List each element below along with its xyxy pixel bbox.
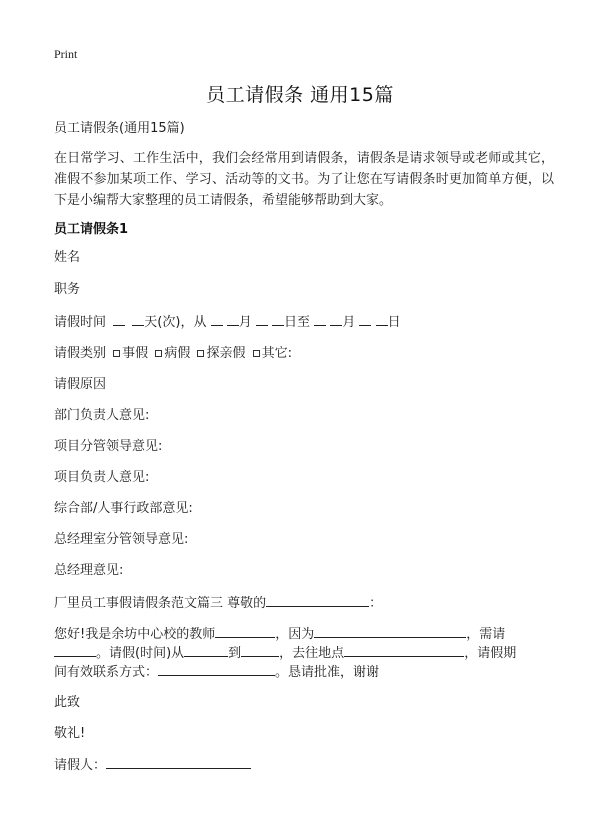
letter-body-text: 。恳请批准，谢谢 <box>275 665 380 680</box>
letter-body-line-3 <box>54 661 379 683</box>
option-family-leave: 探亲假 <box>206 346 246 361</box>
letter-body-text: 。请假(时间)从 <box>96 646 185 661</box>
document-subtitle: 员工请假条(通用15篇) <box>54 121 185 136</box>
option-sick-leave: 病假 <box>164 346 191 361</box>
checkbox-sick-leave[interactable] <box>155 350 162 357</box>
blank-line <box>376 311 388 326</box>
opinion-project-leader: 项目分管领导意见: <box>54 439 163 454</box>
opinion-project-head: 项目负责人意见: <box>54 470 150 485</box>
checkbox-other[interactable] <box>253 350 260 357</box>
section-heading: 员工请假条1 <box>54 222 129 237</box>
position-field-label: 职务 <box>54 282 81 297</box>
option-personal-leave: 事假 <box>122 346 149 361</box>
leave-time-line <box>54 311 401 333</box>
checkbox-family-leave[interactable] <box>197 350 204 357</box>
leave-category-line <box>54 343 292 364</box>
day-to-label: 日至 <box>284 315 311 330</box>
opinion-hr-dept: 综合部/人事行政部意见: <box>54 501 193 516</box>
blank-line <box>330 311 342 326</box>
teacher-name-blank <box>215 623 275 638</box>
letter-body-text: ，因为 <box>275 627 315 642</box>
name-field-label: 姓名 <box>54 250 81 265</box>
end-time-blank <box>241 642 279 657</box>
intro-paragraph: 在日常学习、工作生活中，我们会经常用到请假条，请假条是请求领导或老师或其它，准假不参加某项工作、学习、活动等的文书。为了让您在写请假条时更加简单方便，以下是小编帮大家整理的员工请假条，希望能够帮助到大家。 <box>54 151 554 208</box>
opinion-dept-head: 部门负责人意见: <box>54 408 150 423</box>
month-label: 月 <box>238 315 252 330</box>
opinion-gm: 总经理意见: <box>54 563 124 578</box>
blank-line <box>256 311 268 326</box>
option-other: 其它: <box>261 346 293 361</box>
letter-body-text: 间有效联系方式： <box>54 665 159 680</box>
destination-blank <box>344 642 464 657</box>
opinion-gm-office: 总经理室分管领导意见: <box>54 532 189 547</box>
page-title: 员工请假条 通用15篇 <box>206 84 394 106</box>
blank-line <box>227 311 239 326</box>
letter-opening-text: 厂里员工事假请假条范文篇三 尊敬的 <box>54 596 267 611</box>
signer-line <box>54 754 251 776</box>
closing-salutation: 此致 <box>54 695 81 710</box>
letter-body-text: ，去往地点 <box>279 646 345 661</box>
blank-line <box>272 311 284 326</box>
signer-label: 请假人： <box>54 758 107 773</box>
duration-blank <box>54 642 96 657</box>
reason-blank <box>314 623 466 638</box>
blank-line <box>132 311 144 326</box>
checkbox-personal-leave[interactable] <box>113 350 120 357</box>
day-label-2: 日 <box>387 315 401 330</box>
month-label-2: 月 <box>342 315 356 330</box>
blank-line <box>113 311 125 326</box>
letter-body-text: 您好!我是余坊中心校的教师 <box>54 627 216 642</box>
letter-body-text: ，需请 <box>466 627 506 642</box>
letter-body-text: 到 <box>228 646 242 661</box>
contact-blank <box>158 661 275 676</box>
closing-regards: 敬礼! <box>54 726 86 741</box>
signer-blank <box>106 754 251 769</box>
letter-body-text: ，请假期 <box>464 646 517 661</box>
leave-category-label: 请假类别 <box>54 346 107 361</box>
blank-line <box>359 311 371 326</box>
print-label[interactable]: Print <box>54 47 78 61</box>
letter-opening <box>54 592 382 614</box>
days-unit: 天(次)，从 <box>144 315 207 330</box>
letter-opening-suffix: ： <box>369 596 383 611</box>
blank-line <box>211 311 223 326</box>
leave-reason-label: 请假原因 <box>54 377 107 392</box>
start-time-blank <box>184 642 228 657</box>
recipient-blank <box>266 592 369 607</box>
leave-time-label: 请假时间 <box>54 315 107 330</box>
blank-line <box>314 311 326 326</box>
